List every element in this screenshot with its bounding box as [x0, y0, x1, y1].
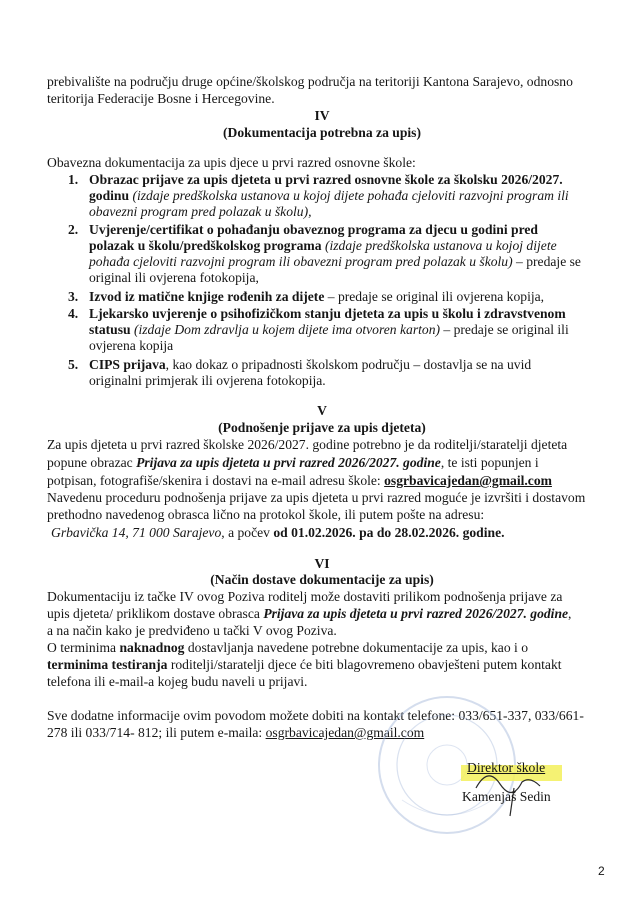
list-item-5-line-1: [89, 357, 531, 373]
text-span: O terminima: [47, 640, 120, 655]
list-item-3-plain: – predaje se original ili ovjerena kopija,: [324, 289, 545, 304]
list-item-2-line-2: [89, 238, 557, 254]
text-span: popune obrazac: [47, 455, 137, 470]
list-item-2-italic-2: pohađa cjeloviti razvojni program ili obavezni program pred polazak u školu): [89, 254, 513, 269]
signature-role: Direktor škole: [467, 760, 546, 775]
text-span-bold: naknadnog: [119, 640, 185, 655]
section-6-p1-line-3: a na način kako je predviđeno u tački V ovog Poziva.: [47, 623, 337, 638]
list-item-2-plain: – predaje se: [512, 254, 581, 269]
contact-info-line-2: [47, 725, 424, 741]
handwritten-signature-icon: [470, 758, 560, 818]
list-item-3-line-1: [89, 289, 544, 305]
text-span: ,: [568, 606, 572, 621]
list-item-2-line-1: Uvjerenje/certifikat o pohađanju obaveznog programa za djecu u godini pred: [89, 222, 538, 237]
intro-line-2: teritorija Federacije Bosne i Hercegovine.: [47, 91, 275, 106]
list-item-number: 1.: [68, 172, 79, 187]
list-item-4-plain: – predaje se original ili: [440, 322, 569, 337]
text-span-bold: terminima testiranja: [47, 657, 168, 672]
list-item-number: 3.: [68, 289, 79, 304]
list-item-5-line-2: originalni primjerak ili ovjerena fotokopija.: [89, 373, 326, 388]
list-item-3-bold: Izvod iz matične knjige rođenih za dijete: [89, 289, 325, 304]
section-5-p1-line-3: [47, 473, 552, 489]
intro-line-1: prebivalište na području druge općine/školskog područja na teritoriji Kantona Sarajevo, odnosno: [47, 74, 573, 89]
list-item-number: 4.: [68, 306, 79, 321]
list-item-5-plain: , kao dokaz o pripadnosti školskom području – dostavlja se na uvid: [165, 357, 532, 372]
text-span: dostavljanja navedene potrebne dokumentacije za upis, kao i o: [184, 640, 528, 655]
list-item-1-italic: (izdaje predškolska ustanova u kojoj dijete pohađa cjeloviti razvojni program ili: [129, 188, 569, 203]
section-6-numeral: VI: [314, 556, 330, 571]
school-address: Grbavička 14, 71 000 Sarajevo: [51, 525, 222, 540]
list-item-2-line-3: [89, 254, 581, 270]
list-item-1-line-2: [89, 188, 569, 204]
list-item-1-line-1: Obrazac prijave za upis djeteta u prvi razred osnovne škole za školsku 2026/2027.: [89, 172, 563, 187]
list-item-number: 2.: [68, 222, 79, 237]
contact-info-line-1: Sve dodatne informacije ovim povodom možete dobiti na kontakt telefone: 033/651-337, 033/661-: [47, 708, 584, 723]
contact-email-link[interactable]: osgrbavicajedan@gmail.com: [265, 725, 425, 740]
section-6-p2-line-3: telefona ili e-mail-a kojeg budu naveli u prijavi.: [47, 674, 308, 689]
list-item-2-italic: (izdaje predškolska ustanova u kojoj dijete: [321, 238, 557, 253]
list-item-2-line-4: original ili ovjerena fotokopija,: [89, 270, 259, 285]
submission-period: od 01.02.2026. pa do 28.02.2026. godine.: [273, 525, 505, 540]
section-5-p2-line-1: Navedenu proceduru podnošenja prijave za upis djeteta u prvi razred moguće je izvršiti i dostavom: [47, 490, 586, 505]
text-span: , te isti popunjen i: [440, 455, 539, 470]
list-item-4-line-3: ovjerena kopija: [89, 338, 174, 353]
section-5-p1-line-2: [47, 455, 539, 471]
signature-name: Kamenjaš Sedin: [462, 789, 551, 804]
section-5-p2-line-2: prethodno navedenog obrasca lično na protokol škole, ili putem pošte na adresu:: [47, 507, 485, 522]
section-5-address-line: [51, 525, 505, 541]
form-name: Prijava za upis djeteta u prvi razred 2026/2027. godine: [263, 606, 569, 621]
list-item-4-bold: statusu: [89, 322, 131, 337]
form-name: Prijava za upis djeteta u prvi razred 2026/2027. godine: [136, 455, 441, 470]
list-item-5-bold: CIPS prijava: [89, 357, 166, 372]
section-5-title: (Podnošenje prijave za upis djeteta): [218, 420, 426, 435]
page-number: 2: [598, 864, 605, 878]
section-5-p1-line-1: Za upis djeteta u prvi razred školske 2026/2027. godine potrebno je da roditelji/staratelji djeteta: [47, 437, 568, 452]
section-6-p2-line-2: [47, 657, 562, 673]
section-6-title: (Način dostave dokumentacije za upis): [210, 572, 434, 587]
section-4-numeral: IV: [314, 108, 330, 123]
text-span: potpisan, fotografiše/skenira i dostavi na e-mail adresu škole:: [47, 473, 385, 488]
list-item-4-italic: (izdaje Dom zdravlja u kojem dijete ima otvoren karton): [130, 322, 441, 337]
text-span: 278 ili 033/714- 812; ili putem e-maila:: [47, 725, 266, 740]
list-item-4-line-2: [89, 322, 569, 338]
list-item-1-bold: godinu: [89, 188, 130, 203]
school-email-link[interactable]: osgrbavicajedan@gmail.com: [384, 473, 552, 488]
list-item-2-bold: polazak u školu/predškolskog programa: [89, 238, 322, 253]
section-6-p2-line-1: [47, 640, 528, 656]
list-item-1-line-3: obavezni program pred polazak u školu),: [89, 204, 312, 219]
section-4-lead: Obavezna dokumentacija za upis djece u prvi razred osnovne škole:: [47, 155, 416, 170]
list-item-number: 5.: [68, 357, 79, 372]
text-span: , a počev: [221, 525, 274, 540]
section-4-title: (Dokumentacija potrebna za upis): [223, 125, 421, 140]
section-6-p1-line-1: Dokumentaciju iz tačke IV ovog Poziva roditelj može dostaviti prilikom podnošenja prijave za: [47, 589, 563, 604]
text-span: upis djeteta/ priklikom dostave obrasca: [47, 606, 264, 621]
list-item-4-line-1: Ljekarsko uvjerenje o psihofizičkom stanju djeteta za upis u školu i zdravstvenom: [89, 306, 566, 321]
section-5-numeral: V: [317, 403, 327, 418]
section-6-p1-line-2: [47, 606, 571, 622]
text-span: roditelji/staratelji djece će biti blagovremeno obavješteni putem kontakt: [167, 657, 562, 672]
